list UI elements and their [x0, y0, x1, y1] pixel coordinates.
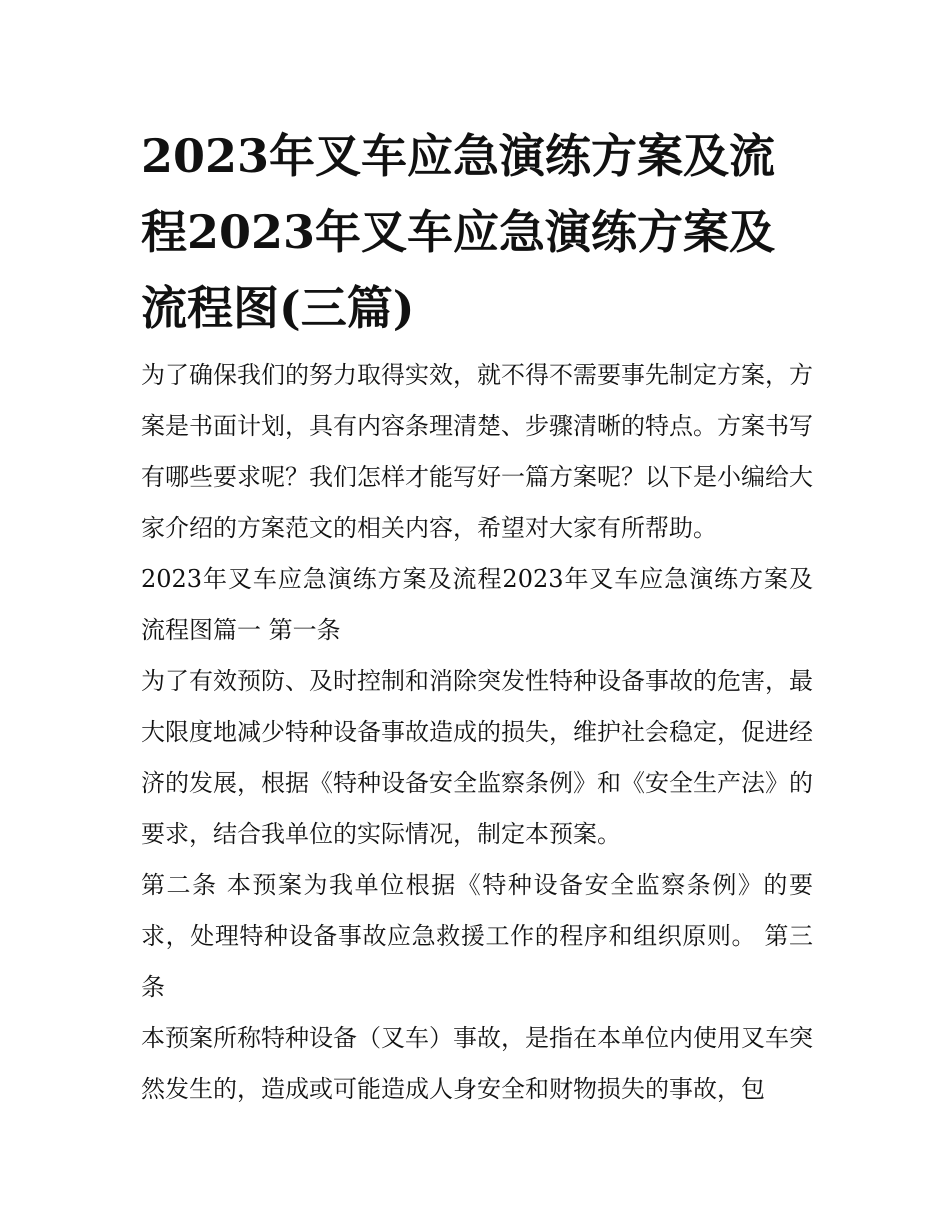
paragraph-article-three: 本预案所称特种设备（叉车）事故，是指在本单位内使用叉车突然发生的，造成或可能造成人身安全和财物损失的事故，包 — [141, 1024, 813, 1103]
document-title: 2023年叉车应急演练方案及流程2023年叉车应急演练方案及流程图(三篇) — [141, 129, 776, 335]
paragraph-article-one: 为了有效预防、及时控制和消除突发性特种设备事故的危害，最大限度地减少特种设备事故造成的损失，维护社会稳定，促进经济的发展，根据《特种设备安全监察条例》和《安全生产法》的要求，结合我单位的实际情况，制定本预案。 — [141, 667, 813, 848]
document-page — [141, 118, 813, 1115]
paragraph-intro: 为了确保我们的努力取得实效，就不得不需要事先制定方案，方案是书面计划，具有内容条理清楚、步骤清晰的特点。方案书写有哪些要求呢？我们怎样才能写好一篇方案呢？以下是小编给大家介绍的方案范文的相关内容，希望对大家有所帮助。 — [141, 361, 813, 542]
paragraph-article-two: 第二条 本预案为我单位根据《特种设备安全监察条例》的要求，处理特种设备事故应急救援工作的程序和组织原则。 第三条 — [141, 871, 813, 1001]
paragraph-heading-part-one: 2023年叉车应急演练方案及流程2023年叉车应急演练方案及流程图篇一 第一条 — [141, 565, 813, 644]
